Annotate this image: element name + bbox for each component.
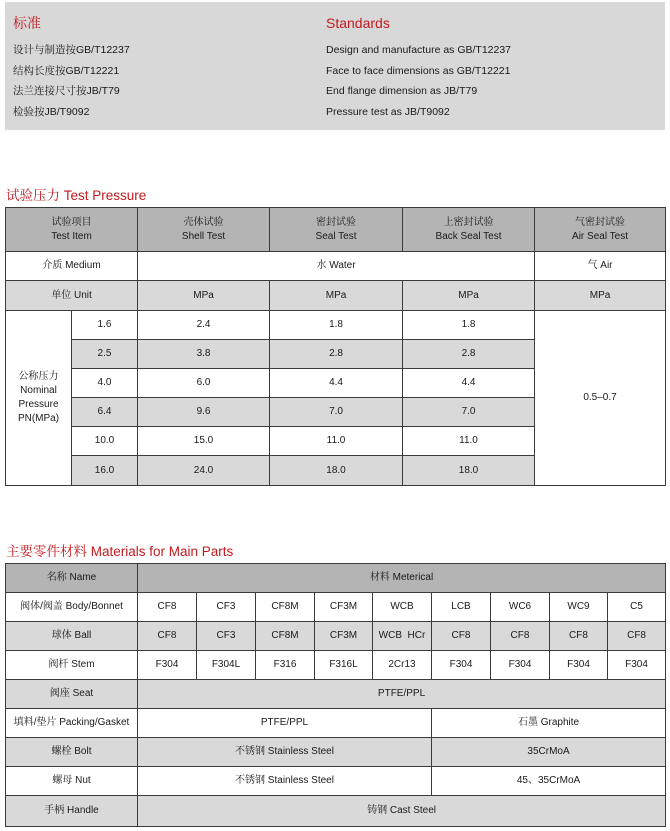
standards-title-cn: 标准 bbox=[13, 15, 41, 31]
medium-row bbox=[6, 252, 666, 281]
standard-line-cn: 结构长度按GB/T12221 bbox=[13, 64, 120, 77]
standards-cn-column bbox=[13, 14, 130, 122]
table-header-row bbox=[6, 208, 666, 252]
material-cell: F304 bbox=[608, 651, 666, 680]
material-cell: CF8 bbox=[432, 622, 491, 651]
standard-line-cn: 法兰连接尺寸按JB/T79 bbox=[13, 85, 120, 97]
shell-value: 6.0 bbox=[138, 369, 270, 398]
standards-panel bbox=[5, 2, 665, 130]
shell-value: 3.8 bbox=[138, 340, 270, 369]
unit-row bbox=[6, 281, 666, 311]
bolt-material-a: 不锈钢 Stainless Steel bbox=[138, 738, 432, 767]
packing-row bbox=[6, 709, 666, 738]
seal-value: 2.8 bbox=[270, 340, 403, 369]
header-test-item bbox=[6, 208, 138, 252]
header-cn: 壳体试验 bbox=[183, 216, 224, 228]
row-label: 螺母 Nut bbox=[6, 767, 138, 796]
header-en: Seal Test bbox=[315, 230, 357, 242]
back-seal-value: 7.0 bbox=[403, 398, 535, 427]
medium-label: 介质 Medium bbox=[6, 252, 138, 281]
pn-value: 4.0 bbox=[72, 369, 138, 398]
bolt-material-b: 35CrMoA bbox=[432, 738, 666, 767]
pn-value: 16.0 bbox=[72, 456, 138, 486]
handle-row bbox=[6, 796, 666, 827]
material-cell: CF8M bbox=[256, 622, 315, 651]
ball-row bbox=[6, 622, 666, 651]
seal-value: 4.4 bbox=[270, 369, 403, 398]
pn-value: 10.0 bbox=[72, 427, 138, 456]
material-cell: CF8 bbox=[138, 593, 197, 622]
row-label: 阀杆 Stem bbox=[6, 651, 138, 680]
standard-line-cn: 设计与制造按GB/T12237 bbox=[13, 44, 130, 56]
material-cell: CF3 bbox=[197, 622, 256, 651]
material-cell: F304L bbox=[197, 651, 256, 680]
seal-value: 1.8 bbox=[270, 311, 403, 340]
seal-value: 18.0 bbox=[270, 456, 403, 486]
standard-line-en: Face to face dimensions as GB/T12221 bbox=[326, 64, 511, 77]
shell-value: 15.0 bbox=[138, 427, 270, 456]
material-cell: WC9 bbox=[550, 593, 608, 622]
header-air-seal-test bbox=[535, 208, 666, 252]
row-label: 填料/垫片 Packing/Gasket bbox=[6, 709, 138, 738]
nominal-label-line: Nominal bbox=[20, 385, 57, 396]
material-cell: CF8 bbox=[550, 622, 608, 651]
material-cell: LCB bbox=[432, 593, 491, 622]
pn-value: 6.4 bbox=[72, 398, 138, 427]
pressure-row bbox=[6, 311, 666, 340]
material-cell: CF8 bbox=[608, 622, 666, 651]
nut-material-b: 45、35CrMoA bbox=[432, 767, 666, 796]
packing-material-b: 石墨 Graphite bbox=[432, 709, 666, 738]
stem-row bbox=[6, 651, 666, 680]
header-en: Shell Test bbox=[181, 230, 226, 242]
materials-table bbox=[5, 563, 666, 827]
name-header: 名称 Name bbox=[6, 564, 138, 593]
material-cell: CF8M bbox=[256, 593, 315, 622]
unit-back-seal: MPa bbox=[403, 281, 535, 311]
header-cn: 试验项目 bbox=[51, 216, 92, 228]
nominal-label-line: Pressure bbox=[18, 399, 59, 410]
material-cell: CF8 bbox=[138, 622, 197, 651]
header-en: Air Seal Test bbox=[572, 230, 628, 242]
handle-material: 铸钢 Cast Steel bbox=[138, 796, 666, 827]
header-en: Back Seal Test bbox=[435, 230, 502, 242]
shell-value: 24.0 bbox=[138, 456, 270, 486]
header-back-seal-test bbox=[403, 208, 535, 252]
shell-value: 9.6 bbox=[138, 398, 270, 427]
unit-air-seal: MPa bbox=[535, 281, 666, 311]
back-seal-value: 18.0 bbox=[403, 456, 535, 486]
material-cell: CF3 bbox=[197, 593, 256, 622]
material-cell: C5 bbox=[608, 593, 666, 622]
standard-line-en: Design and manufacture as GB/T12237 bbox=[326, 44, 512, 56]
standard-line-cn: 检验按JB/T9092 bbox=[13, 105, 90, 118]
header-cn: 气密封试验 bbox=[575, 216, 626, 228]
material-cell: WC6 bbox=[491, 593, 550, 622]
material-cell: CF3M bbox=[315, 622, 373, 651]
header-cn: 密封试验 bbox=[316, 216, 357, 228]
materials-header-row bbox=[6, 564, 666, 593]
material-cell: 2Cr13 bbox=[373, 651, 432, 680]
medium-water: 水 Water bbox=[138, 252, 535, 281]
bolt-row bbox=[6, 738, 666, 767]
header-en: Test Item bbox=[51, 230, 92, 242]
material-cell: F304 bbox=[491, 651, 550, 680]
row-label: 螺栓 Bolt bbox=[6, 738, 138, 767]
material-header: 材料 Meterical bbox=[138, 564, 666, 593]
medium-air: 气 Air bbox=[535, 252, 666, 281]
nut-row bbox=[6, 767, 666, 796]
material-cell: CF8 bbox=[491, 622, 550, 651]
material-cell: F316L bbox=[315, 651, 373, 680]
seat-row bbox=[6, 680, 666, 709]
test-pressure-table bbox=[5, 207, 666, 486]
standard-line-en: End flange dimension as JB/T79 bbox=[326, 85, 478, 97]
materials-title: 主要零件材料 Materials for Main Parts bbox=[6, 544, 234, 559]
row-label: 阀座 Seat bbox=[6, 680, 138, 709]
header-shell-test bbox=[138, 208, 270, 252]
material-cell: F304 bbox=[550, 651, 608, 680]
unit-label: 单位 Unit bbox=[6, 281, 138, 311]
header-cn: 上密封试验 bbox=[443, 216, 494, 228]
material-cell: F316 bbox=[256, 651, 315, 680]
back-seal-value: 11.0 bbox=[403, 427, 535, 456]
standard-line-en: Pressure test as JB/T9092 bbox=[326, 105, 450, 118]
row-label: 手柄 Handle bbox=[6, 796, 138, 827]
standards-title-en: Standards bbox=[326, 15, 390, 31]
seal-value: 7.0 bbox=[270, 398, 403, 427]
nominal-pressure-label bbox=[6, 311, 72, 486]
row-label: 球体 Ball bbox=[6, 622, 138, 651]
row-label: 阀体/阀盖 Body/Bonnet bbox=[6, 593, 138, 622]
material-cell: WCB bbox=[373, 593, 432, 622]
seat-material: PTFE/PPL bbox=[138, 680, 666, 709]
back-seal-value: 1.8 bbox=[403, 311, 535, 340]
nominal-label-line: 公称压力 bbox=[18, 371, 59, 382]
material-cell: F304 bbox=[138, 651, 197, 680]
body-bonnet-row bbox=[6, 593, 666, 622]
header-seal-test bbox=[270, 208, 403, 252]
back-seal-value: 2.8 bbox=[403, 340, 535, 369]
back-seal-value: 4.4 bbox=[403, 369, 535, 398]
shell-value: 2.4 bbox=[138, 311, 270, 340]
pn-value: 2.5 bbox=[72, 340, 138, 369]
test-pressure-title: 试验压力 Test Pressure bbox=[6, 188, 147, 203]
standards-en-column bbox=[326, 14, 511, 122]
nominal-label-line: PN(MPa) bbox=[17, 413, 60, 424]
packing-material-a: PTFE/PPL bbox=[138, 709, 432, 738]
nut-material-a: 不锈钢 Stainless Steel bbox=[138, 767, 432, 796]
material-cell: WCB HCr bbox=[373, 622, 432, 651]
material-cell: F304 bbox=[432, 651, 491, 680]
unit-shell: MPa bbox=[138, 281, 270, 311]
pn-value: 1.6 bbox=[72, 311, 138, 340]
air-seal-value: 0.5–0.7 bbox=[535, 311, 666, 486]
unit-seal: MPa bbox=[270, 281, 403, 311]
material-cell: CF3M bbox=[315, 593, 373, 622]
seal-value: 11.0 bbox=[270, 427, 403, 456]
